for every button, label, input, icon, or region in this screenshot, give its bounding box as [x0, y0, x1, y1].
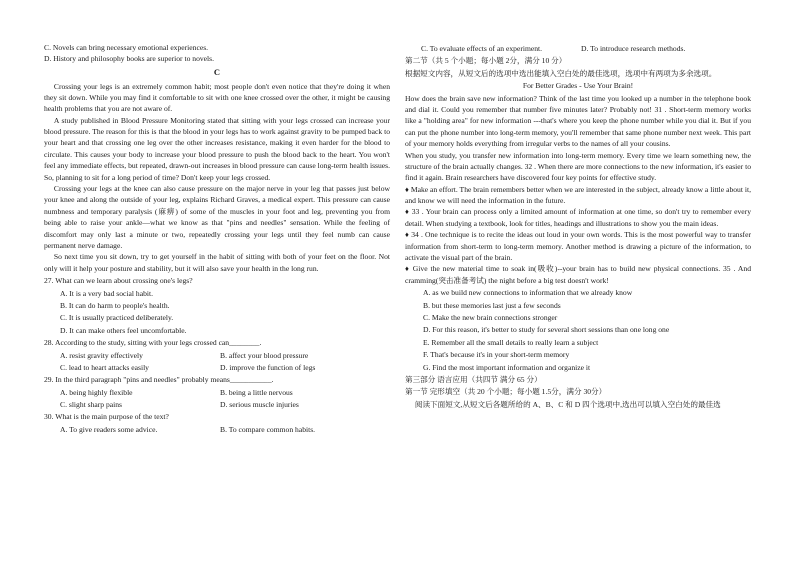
passage-title: For Better Grades - Use Your Brain!	[522, 81, 634, 91]
question-28-options-row-2	[44, 362, 390, 373]
choice-option-g: G. Find the most important information and organize it	[423, 362, 591, 372]
passage-point-4: ♦ Give the new material time to soak in(吸收)--your brain has to build new physical connections. 35 . And cramming(突击准备考试) the night before a big test doesn't work!	[405, 264, 751, 285]
passage-paragraph-2: A study published in Blood Pressure Monitoring stated that sitting with your legs crossed can increase your blood pressure. The reason for this is that the blood in your legs has to work against gravity to be pumped back to your heart and that crossing one leg over the other increases resistance, making it even harder for the blood to circulate. This causes your body to increase your blood pressure to push the blood back to the heart. You won't feel any immediate effects, but repeated, drawn-out increases in blood pressure can cause long-term health issues. So, planning to sit for a long period of time? Don't keep your legs crossed.	[44, 115, 390, 182]
question-29-option-b: B. being a little nervous	[220, 387, 293, 397]
question-30-option-b: B. To compare common habits.	[220, 424, 316, 434]
question-27-option-d: D. It can make others feel uncomfortable.	[60, 325, 187, 335]
left-column	[44, 42, 390, 436]
choice-option-c: C. Make the new brain connections stronger	[423, 312, 558, 322]
question-30-options-row-2	[405, 43, 751, 54]
passage-point-3: ♦ 34 . One technique is to recite the ideas out loud in your own words. This is the most powerful way to transfer information from short-term to long-term memory. Another method is drawing a picture of the information, to activate the visual part of the brain.	[405, 230, 751, 263]
question-28-option-d: D. improve the function of legs	[220, 362, 316, 372]
question-29-option-d: D. serious muscle injuries	[220, 400, 299, 410]
passage-paragraph-4: So next time you sit down, try to get yourself in the habit of sitting with both of your feet on the floor. Not only will it help your posture and stability, but it will also save your health in the long run.	[44, 252, 390, 273]
question-27-option-a: A. It is a very bad social habit.	[60, 288, 153, 298]
question-30-stem: 30. What is the main purpose of the text?	[44, 412, 169, 422]
question-29-options-row-1	[44, 387, 390, 398]
question-30-options-row-1	[44, 424, 390, 435]
part-3-heading: 第三部分 语言应用（共四节 满分 65 分）	[405, 374, 542, 384]
choice-option-d: D. For this reason, it's better to study for several short sessions than one long one	[423, 325, 670, 335]
choice-option-e: E. Remember all the small details to really learn a subject	[423, 337, 599, 347]
prev-option-c: C. Novels can bring necessary emotional experiences.	[44, 43, 209, 52]
passage-paragraph-3: Crossing your legs at the knee can also cause pressure on the major nerve in your leg that passes just below your knee and along the outside of your leg, explains Richard Graves, a medical expert. This pressure can cause numbness and temporary paralysis (麻痹) of some of the muscles in your foot and leg, preventing you from being able to raise your ankle—what we know as that "pins and needles" sensation. While the feeling of discomfort may only last a minute or two, repeatedly crossing your legs until they feel numb can cause permanent nerve damage.	[44, 184, 390, 250]
right-column	[405, 42, 751, 410]
part-3-section-1-heading: 第一节 完形填空（共 20 个小题；每小题 1.5分，满分 30分）	[405, 387, 607, 397]
question-28-stem: 28. According to the study, sitting with your legs crossed can________.	[44, 338, 262, 348]
passage-point-2: ♦ 33 . Your brain can process only a limited amount of information at one time, so don't try to remember every detail. When studying a textbook, look for titles, headings and illustrations to show you the main ideas.	[405, 207, 751, 228]
question-28-option-c: C. lead to heart attacks easily	[60, 362, 149, 372]
choice-option-a: A. as we build new connections to information that we already know	[423, 288, 633, 298]
question-27-option-c: C. It is usually practiced deliberately.	[60, 313, 174, 323]
section-2-heading: 第二节（共 5 个小题；每小题 2分，满分 10 分）	[405, 56, 567, 66]
passage-paragraph-1: Crossing your legs is an extremely common habit; most people don't even notice that they're doing it when they sit down. While you may find it comfortable to sit with one knee crossed over the other, it might be causing health problems that you are not aware of.	[44, 81, 390, 114]
question-28-option-b: B. affect your blood pressure	[220, 350, 309, 360]
choice-option-b: B. but these memories last just a few seconds	[423, 300, 561, 310]
passage-label: C	[213, 66, 221, 77]
question-29-stem: 29. In the third paragraph "pins and needles" probably means___________.	[44, 375, 274, 385]
part-3-instructions: 阅读下面短文,从短文后各题所给的 A、B、C 和 D 四个选项中,选出可以填入空白处的最佳选	[414, 399, 721, 409]
question-28-options-row-1	[44, 350, 390, 361]
passage-paragraph-1: How does the brain save new information? Think of the last time you looked up a number in the telephone book and dial it. Could you remember that number five minutes later? Probably not! 31 . Short-term memory works like a "holding area" for new information ---that's where you keep the phone number while you dial it. But if you can put the phone number into long-term memory, you'll remember that same phone number next week. This part of your memory holds everything from irregular verbs to the names of all your cousins.	[405, 93, 751, 149]
passage-paragraph-2: When you study, you transfer new information into long-term memory. Every time we learn something new, the structure of the brain actually changes. 32 . When there are more connections to the new information, it's easier to find it again. Brain researchers have discovered four key points for effective study.	[405, 150, 751, 183]
choice-option-f: F. That's because it's in your short-term memory	[423, 350, 570, 360]
section-2-instructions: 根据短文内容，从短文后的选项中选出能填入空白处的最佳选项，选项中有两项为多余选项。	[405, 68, 717, 78]
question-29-option-a: A. being highly flexible	[60, 387, 133, 397]
question-27-option-b: B. It can do harm to people's health.	[60, 300, 170, 310]
prev-option-d: D. History and philosophy books are superior to novels.	[44, 54, 214, 64]
question-30-option-c: C. To evaluate effects of an experiment.	[421, 44, 543, 53]
question-30-option-d: D. To introduce research methods.	[581, 44, 686, 53]
question-29-options-row-2	[44, 399, 390, 410]
question-27-stem: 27. What can we learn about crossing one's legs?	[44, 276, 193, 286]
question-28-option-a: A. resist gravity effectively	[60, 350, 143, 360]
passage-point-1: ♦ Make an effort. The brain remembers better when we are interested in the subject, already know a little about it, and know we will need the information in the future.	[405, 184, 751, 206]
question-29-option-c: C. slight sharp pains	[60, 400, 123, 410]
question-30-option-a: A. To give readers some advice.	[60, 424, 158, 434]
